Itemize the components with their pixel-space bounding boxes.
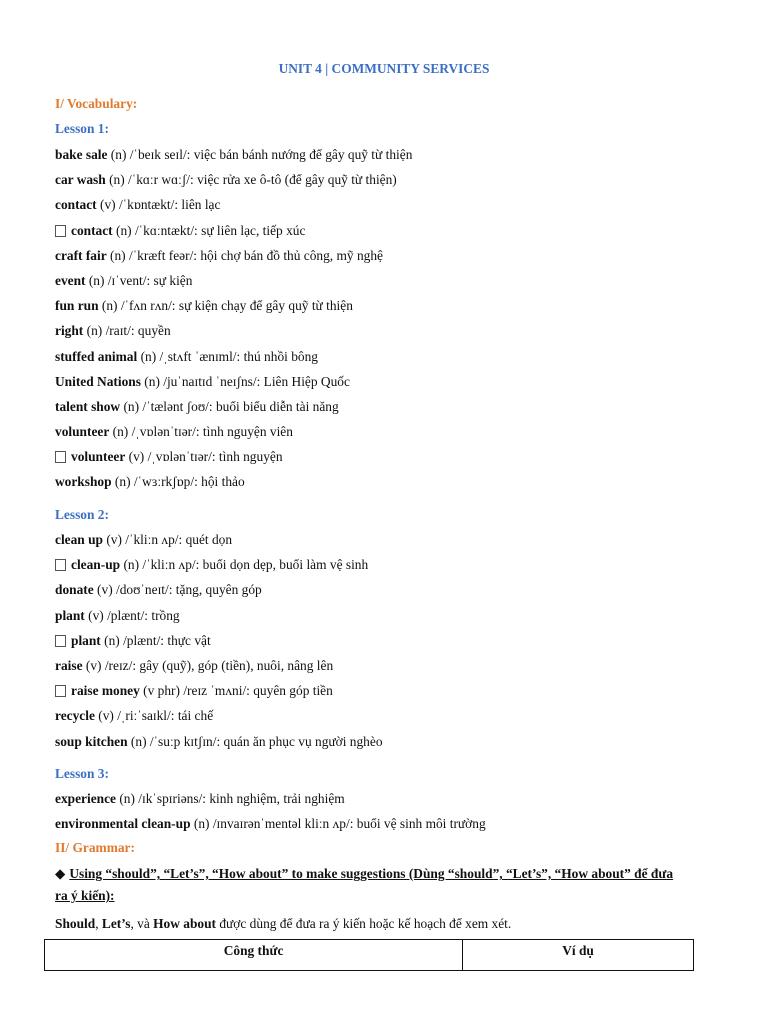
vocab-definition: (n) /ˈkræft feər/: hội chợ bán đồ thủ công, mỹ nghệ [106, 247, 383, 263]
diamond-bullet-icon: ◆ [55, 866, 66, 881]
checkbox-bullet-icon [55, 685, 66, 697]
vocab-entry [55, 247, 412, 272]
checkbox-bullet-icon [55, 559, 66, 571]
checkbox-bullet-icon [55, 451, 66, 463]
vocab-definition: (v) /ˈkliːn ʌp/: quét dọn [103, 532, 233, 547]
page-title: UNIT 4 | COMMUNITY SERVICES [278, 61, 490, 76]
vocab-word: raise [55, 657, 83, 673]
col-header-formula: Công thức [45, 940, 463, 971]
vocab-word: craft fair [55, 247, 107, 263]
vocab-definition: (n) /ˈkɑːntækt/: sự liên lạc, tiếp xúc [112, 222, 306, 238]
vocab-entry [55, 348, 412, 373]
vocab-entry [55, 423, 412, 448]
vocab-definition: (n) /ˈkɑːr wɑːʃ/: việc rửa xe ô-tô (để gây quỹ từ thiện) [105, 172, 397, 188]
vocab-definition: (n) /ˈbeɪk seɪl/: việc bán bánh nướng để gây quỹ từ thiện [107, 147, 413, 162]
vocab-entry [55, 171, 412, 196]
vocab-word: plant [55, 607, 85, 623]
grammar-topic-text: Using “should”, “Let’s”, “How about” to make suggestions (Dùng “should”, “Let’s”, “How about” để đưa ra ý kiến): [55, 866, 674, 903]
vocab-entry [55, 733, 383, 758]
formula-table [44, 939, 694, 971]
vocab-entry [55, 448, 412, 473]
grammar-note [55, 916, 511, 932]
vocab-definition: (n) /ˈkliːn ʌp/: buổi dọn dẹp, buổi làm vệ sinh [120, 557, 369, 573]
note-how-about: How about [153, 916, 216, 931]
vocab-definition: (n) /ˈsuːp kɪtʃɪn/: quán ăn phục vụ người nghèo [127, 733, 383, 749]
vocab-entry [55, 790, 486, 815]
vocab-entry [55, 581, 383, 606]
vocab-word: contact [55, 197, 97, 213]
vocab-word: bake sale [55, 147, 108, 162]
note-sep-2: , và [130, 916, 154, 931]
vocab-definition: (n) /ɪˈvent/: sự kiện [85, 272, 193, 288]
note-rest: được dùng để đưa ra ý kiến hoặc kế hoạch để xem xét. [216, 916, 512, 931]
vocab-definition: (n) /ˈtælənt ʃoʊ/: buổi biểu diễn tài năng [120, 398, 339, 414]
vocab-entry [55, 682, 383, 707]
vocab-entry [55, 196, 412, 221]
vocab-definition: (n) /ˌstʌft ˈænɪml/: thú nhồi bông [137, 348, 318, 364]
vocab-entry [55, 398, 412, 423]
vocab-word: donate [55, 582, 94, 598]
vocab-definition: (n) /raɪt/: quyền [83, 323, 171, 339]
vocab-word: volunteer [55, 424, 110, 440]
vocab-entry [55, 815, 486, 840]
vocab-entry [55, 632, 383, 657]
lesson-2-vocab-list [55, 531, 383, 758]
vocab-word: United Nations [55, 373, 141, 389]
vocab-entry [55, 473, 412, 498]
vocabulary-heading: I/ Vocabulary: [55, 96, 138, 111]
vocab-word: talent show [55, 398, 121, 414]
vocab-definition: (n) /ɪnvaɪrənˈmentəl kliːn ʌp/: buổi vệ sinh môi trường [190, 816, 486, 832]
vocab-word: contact [71, 222, 113, 238]
vocab-definition: (v) /doʊˈneɪt/: tặng, quyên góp [93, 582, 262, 598]
vocab-entry [55, 657, 383, 682]
lesson-1-heading: Lesson 1: [55, 121, 109, 136]
vocab-word: fun run [55, 298, 99, 314]
vocab-word: plant [71, 632, 101, 648]
vocab-entry [55, 531, 383, 556]
vocab-definition: (v) /reɪz/: gây (quỹ), góp (tiền), nuôi, nâng lên [82, 657, 334, 673]
vocab-word: recycle [55, 708, 95, 724]
vocab-word: experience [55, 791, 116, 806]
vocab-entry [55, 322, 412, 347]
vocab-entry [55, 146, 412, 171]
lesson-3-heading: Lesson 3: [55, 766, 109, 781]
vocab-word: right [55, 323, 84, 339]
vocab-entry [55, 556, 383, 581]
vocab-definition: (v phr) /reɪz ˈmʌni/: quyên góp tiền [139, 683, 333, 699]
lesson-3-vocab-list [55, 790, 486, 840]
note-should: Should [55, 916, 96, 931]
checkbox-bullet-icon [55, 225, 66, 237]
vocab-word: clean up [55, 532, 103, 547]
vocab-entry [55, 607, 383, 632]
vocab-entry [55, 373, 412, 398]
vocab-word: event [55, 272, 86, 288]
vocab-word: car wash [55, 172, 106, 188]
grammar-heading: II/ Grammar: [55, 840, 135, 855]
vocab-definition: (n) /plænt/: thực vật [100, 632, 211, 648]
vocab-definition: (n) /ˈwɜːrkʃɒp/: hội thảo [111, 474, 245, 490]
vocab-definition: (n) /ˌvɒlənˈtɪər/: tình nguyện viên [109, 424, 293, 440]
note-lets: Let’s [101, 916, 131, 931]
checkbox-bullet-icon [55, 635, 66, 647]
vocab-definition: (v) /ˌriːˈsaɪkl/: tái chế [94, 708, 214, 724]
vocab-entry [55, 707, 383, 732]
col-header-example: Ví dụ [463, 940, 694, 971]
vocab-word: soup kitchen [55, 733, 128, 749]
vocab-word: workshop [55, 474, 112, 490]
vocab-word: stuffed animal [55, 348, 138, 364]
vocab-word: raise money [71, 683, 140, 699]
vocab-definition: (v) /ˈkɒntækt/: liên lạc [96, 197, 221, 213]
vocab-word: environmental clean-up [55, 816, 191, 832]
vocab-entry [55, 297, 412, 322]
table-header-row [45, 940, 694, 971]
lesson-2-heading: Lesson 2: [55, 507, 109, 522]
vocab-definition: (n) /juˈnaɪtɪd ˈneɪʃns/: Liên Hiệp Quốc [140, 373, 350, 389]
vocab-definition: (v) /ˌvɒlənˈtɪər/: tình nguyện [125, 449, 283, 465]
vocab-entry [55, 222, 412, 247]
vocab-definition: (n) /ɪkˈspɪriəns/: kinh nghiệm, trải nghiệm [115, 791, 345, 806]
lesson-1-vocab-list [55, 146, 412, 499]
vocab-definition: (n) /ˈfʌn rʌn/: sự kiện chạy để gây quỹ từ thiện [98, 298, 353, 314]
vocab-definition: (v) /plænt/: trồng [84, 607, 180, 623]
vocab-word: clean-up [71, 557, 121, 573]
vocab-entry [55, 272, 412, 297]
vocab-word: volunteer [71, 449, 126, 465]
grammar-topic [55, 863, 680, 907]
note-sep-1: , [95, 916, 102, 931]
